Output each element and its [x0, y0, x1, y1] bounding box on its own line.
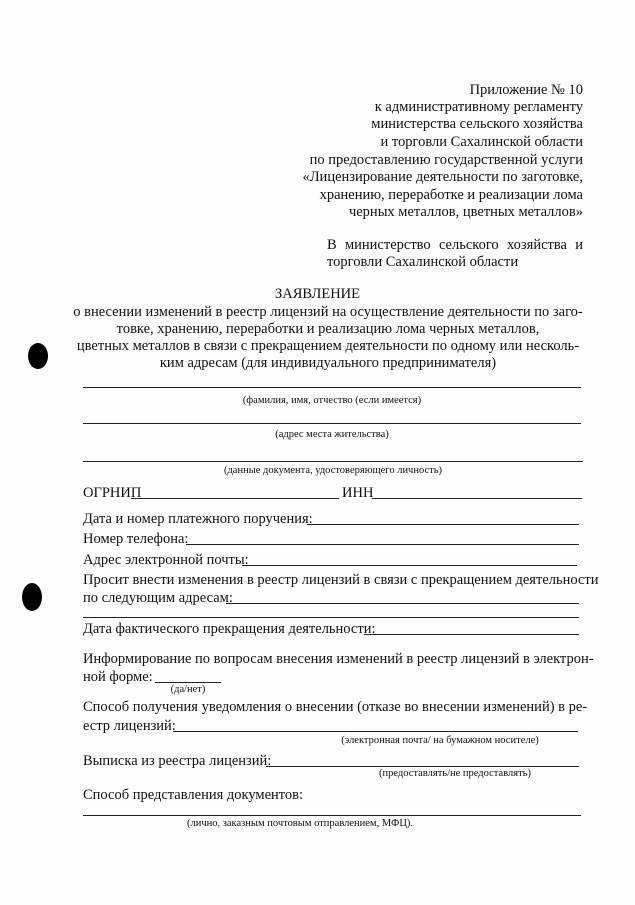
subtitle-line: товке, хранению, переработки и реализацию лома черных металлов,	[116, 321, 540, 337]
inform-text-line-1: Информирование по вопросам внесения изменений в реестр лицензий в электрон-	[83, 651, 594, 667]
subtitle-line: о внесении изменений в реестр лицензий на осуществление деятельности по заго-	[73, 304, 583, 320]
phone-label: Номер телефона:	[83, 531, 189, 547]
fio-caption: (фамилия, имя, отчество (если имеется)	[242, 395, 422, 406]
addresses-input[interactable]	[226, 603, 579, 604]
email-label: Адрес электронной почты:	[83, 552, 249, 568]
appendix-line: и торговли Сахалинской области	[380, 134, 583, 150]
id-document-caption: (данные документа, удостоверяющего личность)	[223, 465, 443, 476]
request-text-line-2: по следующим адресам:	[83, 590, 233, 606]
subtitle-line: цветных металлов в связи с прекращением деятельности по одному или несколь-	[76, 338, 580, 354]
submission-input[interactable]	[83, 815, 581, 816]
inform-text-line-2: ной форме:	[83, 669, 153, 685]
email-input[interactable]	[242, 565, 577, 566]
appendix-line: по предоставлению государственной услуги	[309, 152, 583, 168]
id-document-field[interactable]	[83, 461, 583, 462]
inform-yes-no-input[interactable]	[155, 682, 221, 683]
submission-options-caption: (лично, заказным почтовым отправлением, МФЦ).	[186, 818, 414, 829]
ogrnip-label: ОГРНИП	[83, 485, 142, 501]
yes-no-caption: (да/нет)	[170, 684, 206, 695]
phone-input[interactable]	[186, 544, 579, 545]
addressee-line-1: В министерство сельского хозяйства и	[327, 237, 583, 253]
notify-options-caption: (электронная почта/ на бумажном носителе)	[341, 735, 539, 746]
addresses-input-extra[interactable]	[83, 617, 579, 618]
address-caption: (адрес места жительства)	[275, 429, 389, 440]
termination-date-label: Дата фактического прекращения деятельности:	[83, 621, 376, 637]
appendix-line: министерства сельского хозяйства	[371, 116, 583, 132]
submission-label: Способ представления документов:	[83, 787, 304, 803]
extract-options-caption: (предоставлять/не предоставлять)	[379, 768, 531, 779]
payment-order-label: Дата и номер платежного поручения:	[83, 511, 313, 527]
address-field[interactable]	[83, 423, 581, 424]
inn-label: ИНН	[342, 485, 374, 501]
appendix-line: к административному регламенту	[374, 99, 583, 115]
appendix-line: черных металлов, цветных металлов»	[348, 204, 583, 220]
request-text-line-1: Просит внести изменения в реестр лицензий в связи с прекращением деятельности	[83, 572, 599, 588]
appendix-line: «Лицензирование деятельности по заготовке,	[302, 169, 583, 185]
ogrnip-input[interactable]	[131, 498, 339, 499]
notify-method-input[interactable]	[173, 731, 578, 732]
appendix-number: Приложение № 10	[469, 82, 583, 98]
notify-text-line-2: естр лицензий:	[83, 718, 176, 734]
inn-input[interactable]	[372, 498, 582, 499]
extract-label: Выписка из реестра лицензий:	[83, 753, 272, 769]
payment-order-input[interactable]	[307, 524, 579, 525]
notify-text-line-1: Способ получения уведомления о внесении (отказе во внесении изменений) в ре-	[83, 699, 588, 715]
scan-hole-mark-top	[28, 343, 48, 369]
fio-field[interactable]	[83, 387, 581, 388]
scan-hole-mark-bottom	[22, 583, 42, 611]
extract-input[interactable]	[266, 766, 579, 767]
termination-date-input[interactable]	[364, 634, 579, 635]
document-title: ЗАЯВЛЕНИЕ	[274, 286, 361, 302]
subtitle-line: ким адресам (для индивидуального предпринимателя)	[159, 355, 497, 371]
appendix-line: хранению, переработке и реализации лома	[319, 187, 583, 203]
addressee-line-2: торговли Сахалинской области	[327, 254, 519, 270]
